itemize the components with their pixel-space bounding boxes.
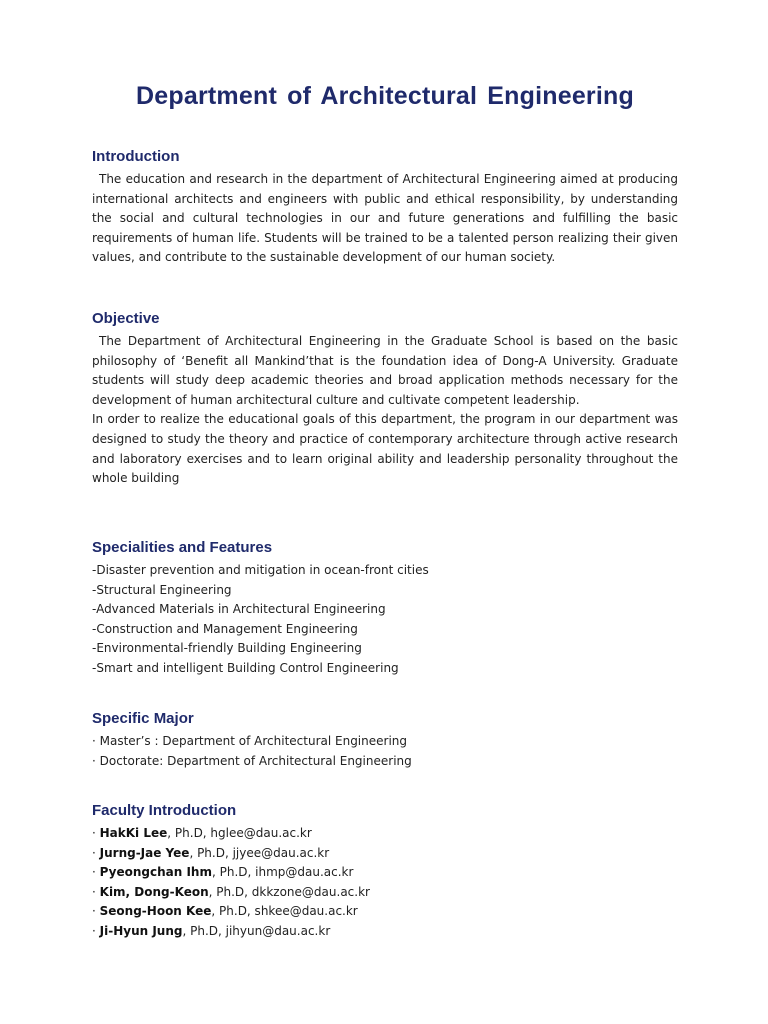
list-item: -Smart and intelligent Building Control Engineering — [92, 660, 399, 675]
bullet: · — [92, 845, 100, 860]
faculty-member — [92, 824, 678, 844]
major-heading: Specific Major — [92, 710, 194, 727]
bullet: · — [92, 923, 100, 938]
faculty-name: Jurng-Jae Yee — [99, 845, 190, 860]
list-item: -Construction and Management Engineering — [92, 621, 358, 636]
introduction-heading: Introduction — [92, 148, 180, 165]
section-objective — [92, 309, 678, 489]
faculty-details: , Ph.D, ihmp@dau.ac.kr — [211, 865, 354, 879]
faculty-details: , Ph.D, hglee@dau.ac.kr — [167, 826, 312, 840]
section-specialities — [92, 538, 678, 678]
faculty-name: HakKi Lee — [99, 826, 168, 840]
faculty-name: Seong-Hoon Kee — [99, 904, 212, 918]
section-specific-major — [92, 709, 678, 771]
specialities-list — [92, 561, 678, 678]
faculty-details: , Ph.D, dkkzone@dau.ac.kr — [208, 884, 370, 899]
introduction-text: The education and research in the department of Architectural Engineering aimed at producing international architects and engineers with public and ethical responsibility, by understanding the social and cultural technologies in our and future generations and fulfilling the basic requirements of human life. Students will be trained to be a talented person realizing their given values, and contribute to the sustainable development of our human society. — [92, 172, 678, 265]
faculty-list — [92, 824, 678, 941]
section-faculty — [92, 801, 678, 941]
faculty-member — [92, 863, 678, 883]
list-item: -Disaster prevention and mitigation in ocean-front cities — [92, 563, 429, 577]
faculty-details: , Ph.D, shkee@dau.ac.kr — [211, 904, 358, 918]
list-item: -Structural Engineering — [92, 582, 232, 597]
bullet: · — [92, 865, 100, 879]
faculty-name: Ji-Hyun Jung — [99, 923, 183, 938]
list-item: -Advanced Materials in Architectural Engineering — [92, 602, 386, 616]
faculty-heading: Faculty Introduction — [92, 802, 237, 819]
list-item: · Doctorate: Department of Architectural Engineering — [92, 753, 412, 768]
bullet: · — [92, 826, 100, 840]
bullet: · — [92, 904, 100, 918]
faculty-member — [92, 922, 678, 942]
objective-heading: Objective — [92, 310, 160, 327]
faculty-details: , Ph.D, jihyun@dau.ac.kr — [182, 923, 331, 938]
faculty-name: Kim, Dong-Keon — [99, 884, 209, 899]
list-item: -Environmental-friendly Building Engineering — [92, 641, 362, 655]
section-introduction — [92, 147, 678, 268]
faculty-details: , Ph.D, jjyee@dau.ac.kr — [189, 845, 330, 860]
bullet: · — [92, 884, 100, 899]
faculty-member — [92, 883, 678, 903]
faculty-name: Pyeongchan Ihm — [99, 865, 212, 879]
faculty-member — [92, 844, 678, 864]
page-title: Department of Architectural Engineering — [136, 82, 634, 110]
objective-paragraph-2: In order to realize the educational goals of this department, the program in our department was designed to study the theory and practice of contemporary architecture through active research and laboratory exercises and to learn original ability and leadership personality throughout the whole building — [92, 412, 678, 486]
faculty-member — [92, 902, 678, 922]
list-item: · Master’s : Department of Architectural Engineering — [92, 734, 408, 748]
objective-paragraph-1: The Department of Architectural Engineering in the Graduate School is based on the basic philosophy of ‘Benefit all Mankind’that is the foundation idea of Dong-A University. Graduate students will study deep academic theories and broad application methods necessary for the development of human architectural culture and cultivate competent leadership. — [92, 334, 678, 407]
specialities-heading: Specialities and Features — [92, 539, 273, 556]
major-list — [92, 732, 678, 771]
